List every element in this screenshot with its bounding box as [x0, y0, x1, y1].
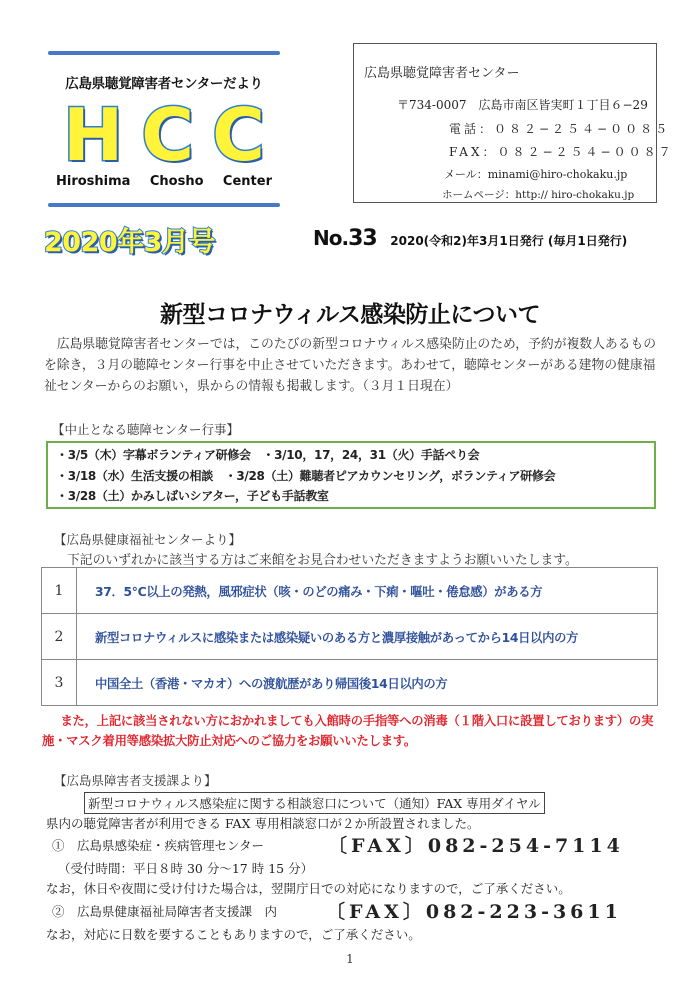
condition-text: 中国全土（香港・マカオ）への渡航歴があり帰国後14日以内の方: [77, 660, 658, 706]
hcc-logo-letters: [48, 93, 280, 177]
item1-label: ① 広島県感染症・疾病管理センター: [52, 838, 265, 853]
item1-fax-number: 〔FAX〕082-254-7114: [328, 835, 624, 857]
item1-hours: （受付時間：平日８時 30 分〜17 時 15 分）: [58, 861, 314, 876]
condition-number: 3: [42, 660, 77, 706]
issue-date: 2020(令和2)年3月1日発行 (毎月1日発行): [390, 234, 628, 248]
disability-support-heading: 【広島県障害者支援課より】: [54, 773, 217, 788]
condition-text: 新型コロナウィルスに感染または感染疑いのある方と濃厚接触があってから14日以内の方: [77, 614, 658, 660]
email-link[interactable]: メール：minami@hiro-chokaku.jp: [444, 168, 628, 181]
cancelled-event-line: ・3/18（水）生活支援の相談 ・3/28（土）難聴者ピアカウンセリング，ボランティア研修会: [56, 468, 556, 483]
logo-bottom-rule: [48, 203, 280, 207]
condition-number: 1: [42, 568, 77, 614]
phone-number: 電話：０８２−２５４−００８５: [449, 122, 671, 136]
article-intro: 広島県聴覚障害者センターでは，このたびの新型コロナウィルス感染防止のため，予約が複数人あるものを除き，３月の聴障センター行事を中止させていただきます。あわせて，聴障センターがある建物の健康福祉センターからのお願い，県からの情報も掲載します。（３月１日現在）: [44, 337, 657, 394]
homepage-link[interactable]: ホームページ：http:// hiro-chokaku.jp: [442, 189, 635, 201]
notice-title-box: 新型コロナウィルス感染症に関する相談窓口について（通知）FAX 専用ダイヤル: [84, 792, 545, 814]
health-center-subtext: 下記のいずれかに該当する方はご来館をお見合わせいただきますようお願いいたします。: [67, 553, 578, 568]
item2-label: ② 広島県健康福祉局障害者支援課 内: [52, 904, 278, 919]
logo-word-center: Center: [222, 174, 272, 189]
cancelled-events-box: [46, 441, 656, 509]
issue-month: 2020年3月号: [44, 227, 215, 258]
condition-text: 37．5℃以上の発熱，風邪症状（咳・のどの痛み・下痢・嘔吐・倦怠感）がある方: [77, 568, 658, 614]
conditions-table: [41, 567, 658, 706]
logo-word-chosho: Chosho: [149, 174, 204, 189]
newsletter-logo: [48, 50, 280, 207]
issue-number: 33: [348, 226, 377, 251]
issue-number-label: [313, 226, 377, 250]
logo-letter-c1: C: [141, 93, 195, 177]
page-number: 1: [346, 952, 354, 966]
article-title: 新型コロナウィルス感染防止について: [160, 302, 540, 328]
logo-word-hiroshima: Hiroshima: [56, 174, 131, 189]
postal-address: 〒734-0007 広島市南区皆実町１丁目６−29: [397, 98, 648, 112]
table-row: [42, 568, 658, 614]
cancelled-event-line: ・3/5（木）字幕ボランティア研修会 ・3/10，17，24，31（火）手話ぺり会: [56, 448, 480, 462]
item2-note: なお，対応に日数を要することもありますので，ご了承ください。: [46, 927, 421, 942]
table-row: [42, 660, 658, 706]
logo-letter-h: H: [63, 93, 124, 177]
issue-number-prefix: No.: [313, 226, 349, 250]
condition-number: 2: [42, 614, 77, 660]
health-center-heading: 【広島県健康福祉センターより】: [54, 532, 242, 547]
logo-words: [48, 174, 280, 189]
address-box: [353, 43, 674, 203]
prevention-note: また，上記に該当されない方におかれましても入館時の手指等への消毒（１階入口に設置しております）の実施・マスク着用等感染拡大防止対応へのご協力をお願いいたします。: [42, 714, 654, 748]
logo-top-rule: [48, 51, 280, 55]
address-org: 広島県聴覚障害者センター: [364, 66, 520, 81]
table-row: [42, 614, 658, 660]
cancelled-events-heading: 【中止となる聴障センター行事】: [52, 422, 240, 437]
item1-note: なお，休日や夜間に受け付けた場合は，翌開庁日での対応になりますので，ご了承ください。: [46, 881, 571, 896]
issue-meta: [313, 226, 627, 251]
item2-fax-number: 〔FAX〕082-223-3611: [326, 901, 622, 923]
logo-letter-c2: C: [212, 93, 265, 177]
fax-number: FAX：０８２−２５４−００８７: [449, 145, 674, 159]
fax-consult-intro: 県内の聴覚障害者が利用できる FAX 専用相談窓口が２か所設置されました。: [46, 816, 480, 831]
newsletter-subtitle: 広島県聴覚障害者センターだより: [65, 76, 263, 92]
cancelled-event-line: ・3/28（土）かみしばいシアター，子ども手話教室: [56, 489, 329, 503]
